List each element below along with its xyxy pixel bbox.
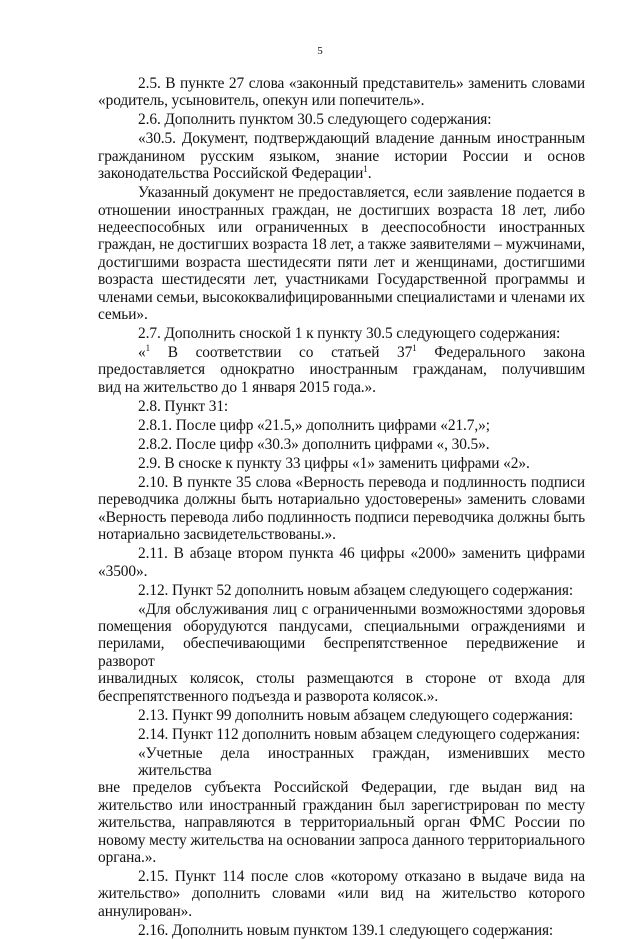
text-line (98, 491, 585, 508)
text-line (98, 601, 585, 618)
text-run: достигшими возраста шестидесяти пяти лет и женщинами, достигшими (98, 253, 585, 271)
text-run: нотариально засвидетельствованы.». (98, 526, 336, 544)
text-run: 2.9. В сноске к пункту 33 цифры «1» заменить цифрами «2». (138, 454, 530, 472)
text-run: вид на жительство до 1 января 2015 года.». (98, 378, 376, 396)
text-line (98, 130, 585, 147)
text-run: новому месту жительства на основании запроса данного территориального (98, 831, 585, 849)
paragraph (98, 474, 585, 544)
text-run: «родитель, усыновитель, опекун или попечитель». (98, 92, 425, 110)
text-line (98, 726, 585, 743)
text-run: аннулирован». (98, 902, 193, 920)
paragraph (98, 75, 585, 110)
text-run: 2.8.1. После цифр «21.5,» дополнить цифрами «21.7,»; (138, 416, 490, 434)
text-run: Федерального закона (416, 344, 585, 362)
text-line (98, 582, 585, 599)
paragraph (98, 111, 585, 128)
text-run: органа.». (98, 848, 157, 866)
text-run: Указанный документ не предоставляется, если заявление подается в (138, 184, 585, 202)
text-line (98, 289, 585, 306)
text-run: инвалидных колясок, столы размещаются в стороне от входа для (98, 670, 585, 688)
text-line (98, 398, 585, 415)
text-line (98, 903, 585, 920)
paragraph (98, 707, 585, 724)
text-line (98, 745, 585, 780)
text-run: 2.10. В пункте 35 слова «Верность перевода и подлинность подписи (138, 473, 585, 491)
text-run: законодательства Российской Федерации (98, 165, 364, 183)
text-line (98, 254, 585, 271)
text-run: 2.12. Пункт 52 дополнить новым абзацем следующего содержания: (138, 581, 574, 599)
footnote-marker: 1 (145, 343, 151, 354)
text-line (98, 814, 585, 831)
text-run: жительство» дополнить словами «или вид на жительство которого (98, 885, 585, 903)
text-run: возраста шестидесяти лет, участниками Государственной программы и (98, 271, 585, 289)
text-run: « (138, 344, 146, 362)
text-run: «30.5. Документ, подтверждающий владение данным иностранным (138, 130, 585, 148)
text-line (98, 236, 585, 253)
text-run: семьи». (98, 306, 148, 324)
paragraph (98, 130, 585, 182)
text-line (98, 361, 585, 378)
paragraph (98, 726, 585, 743)
text-line (98, 202, 585, 219)
text-run: предоставляется однократно иностранным гражданам, получившим (98, 361, 585, 379)
text-run: 2.15. Пункт 114 после слов «которому отказано в выдаче вида на (138, 867, 585, 885)
text-run: недееспособных или ограниченных в дееспособности иностранных (98, 219, 585, 237)
text-run: «3500». (98, 562, 148, 580)
paragraph (98, 184, 585, 323)
text-run: членами семьи, высококвалифицированными специалистами и членами их (98, 288, 585, 306)
text-line (98, 635, 585, 670)
footnote-marker: 1 (363, 164, 368, 175)
text-line (98, 417, 585, 434)
text-line (98, 849, 585, 866)
text-run: переводчика должны быть нотариально удостоверены» заменить словами (98, 491, 585, 509)
text-line (98, 344, 585, 361)
text-run: 2.16. Дополнить новым пунктом 139.1 следующего содержания: (138, 921, 554, 939)
text-run: В соответствии со статьей 37 (150, 344, 413, 362)
text-run: вне пределов субъекта Российской Федерации, где выдан вид на (98, 779, 585, 797)
text-run: 2.5. В пункте 27 слова «законный представитель» заменить словами (138, 75, 585, 92)
paragraph (98, 582, 585, 599)
page-number: 5 (317, 45, 323, 57)
text-run: граждан, не достигших возраста 18 лет, а также заявителями – мужчинами, (98, 236, 585, 254)
text-line (98, 797, 585, 814)
text-line (98, 545, 585, 562)
text-line (98, 688, 585, 705)
text-run: «Верность перевода либо подлинность подписи переводчика должны быть (98, 508, 585, 526)
text-line (98, 455, 585, 472)
text-run: 2.14. Пункт 112 дополнить новым абзацем следующего содержания: (138, 725, 581, 743)
text-line (98, 563, 585, 580)
text-line (98, 165, 585, 182)
text-line (98, 111, 585, 128)
document-body (98, 75, 585, 939)
text-line (98, 75, 585, 92)
paragraph (98, 398, 585, 415)
text-line (98, 325, 585, 342)
footnote-marker: 1 (412, 343, 417, 354)
text-line (98, 271, 585, 288)
paragraph (98, 417, 585, 434)
text-run: гражданином русским языком, знание истории России и основ (98, 147, 585, 165)
paragraph (98, 601, 585, 705)
text-run: жительство или иностранный гражданин был зарегистрирован по месту (98, 796, 585, 814)
text-run: 2.6. Дополнить пунктом 30.5 следующего содержания: (138, 111, 492, 129)
text-line (98, 526, 585, 543)
text-run: беспрепятственного подъезда и разворота колясок.». (98, 687, 439, 705)
text-run: жительства, направляются в территориальный орган ФМС России по (98, 814, 585, 832)
paragraph (98, 868, 585, 920)
text-line (98, 92, 585, 109)
text-run: 2.13. Пункт 99 дополнить новым абзацем следующего содержания: (138, 706, 574, 724)
text-line (98, 219, 585, 236)
text-line (98, 436, 585, 453)
text-line (98, 509, 585, 526)
text-line (98, 779, 585, 796)
text-line (98, 670, 585, 687)
text-line (98, 922, 585, 939)
text-run: «Для обслуживания лиц с ограниченными возможностями здоровья (138, 600, 585, 618)
paragraph (98, 436, 585, 453)
text-run: 2.7. Дополнить сноской 1 к пункту 30.5 следующего содержания: (138, 325, 561, 343)
text-run: «Учетные дела иностранных граждан, изменивших место жительства (138, 744, 585, 779)
paragraph (98, 922, 585, 939)
text-run: помещения оборудуются пандусами, специальными ограждениями и (98, 617, 585, 635)
text-line (98, 885, 585, 902)
text-run: перилами, обеспечивающими беспрепятственное передвижение и разворот (98, 635, 585, 670)
text-line (98, 618, 585, 635)
text-line (98, 148, 585, 165)
text-run: отношении иностранных граждан, не достигших возраста 18 лет, либо (98, 201, 585, 219)
text-run: 2.11. В абзаце втором пункта 46 цифры «2000» заменить цифрами (138, 545, 585, 563)
paragraph (98, 325, 585, 342)
paragraph (98, 455, 585, 472)
paragraph (98, 344, 585, 396)
text-line (98, 832, 585, 849)
text-run: 2.8.2. После цифр «30.3» дополнить цифрами «, 30.5». (138, 435, 490, 453)
text-line (98, 379, 585, 396)
text-line (98, 474, 585, 491)
text-run: . (367, 165, 372, 183)
text-line (98, 184, 585, 201)
paragraph (98, 745, 585, 867)
text-line (98, 868, 585, 885)
text-line (98, 306, 585, 323)
text-run: 2.8. Пункт 31: (138, 397, 229, 415)
paragraph (98, 545, 585, 580)
text-line (98, 707, 585, 724)
